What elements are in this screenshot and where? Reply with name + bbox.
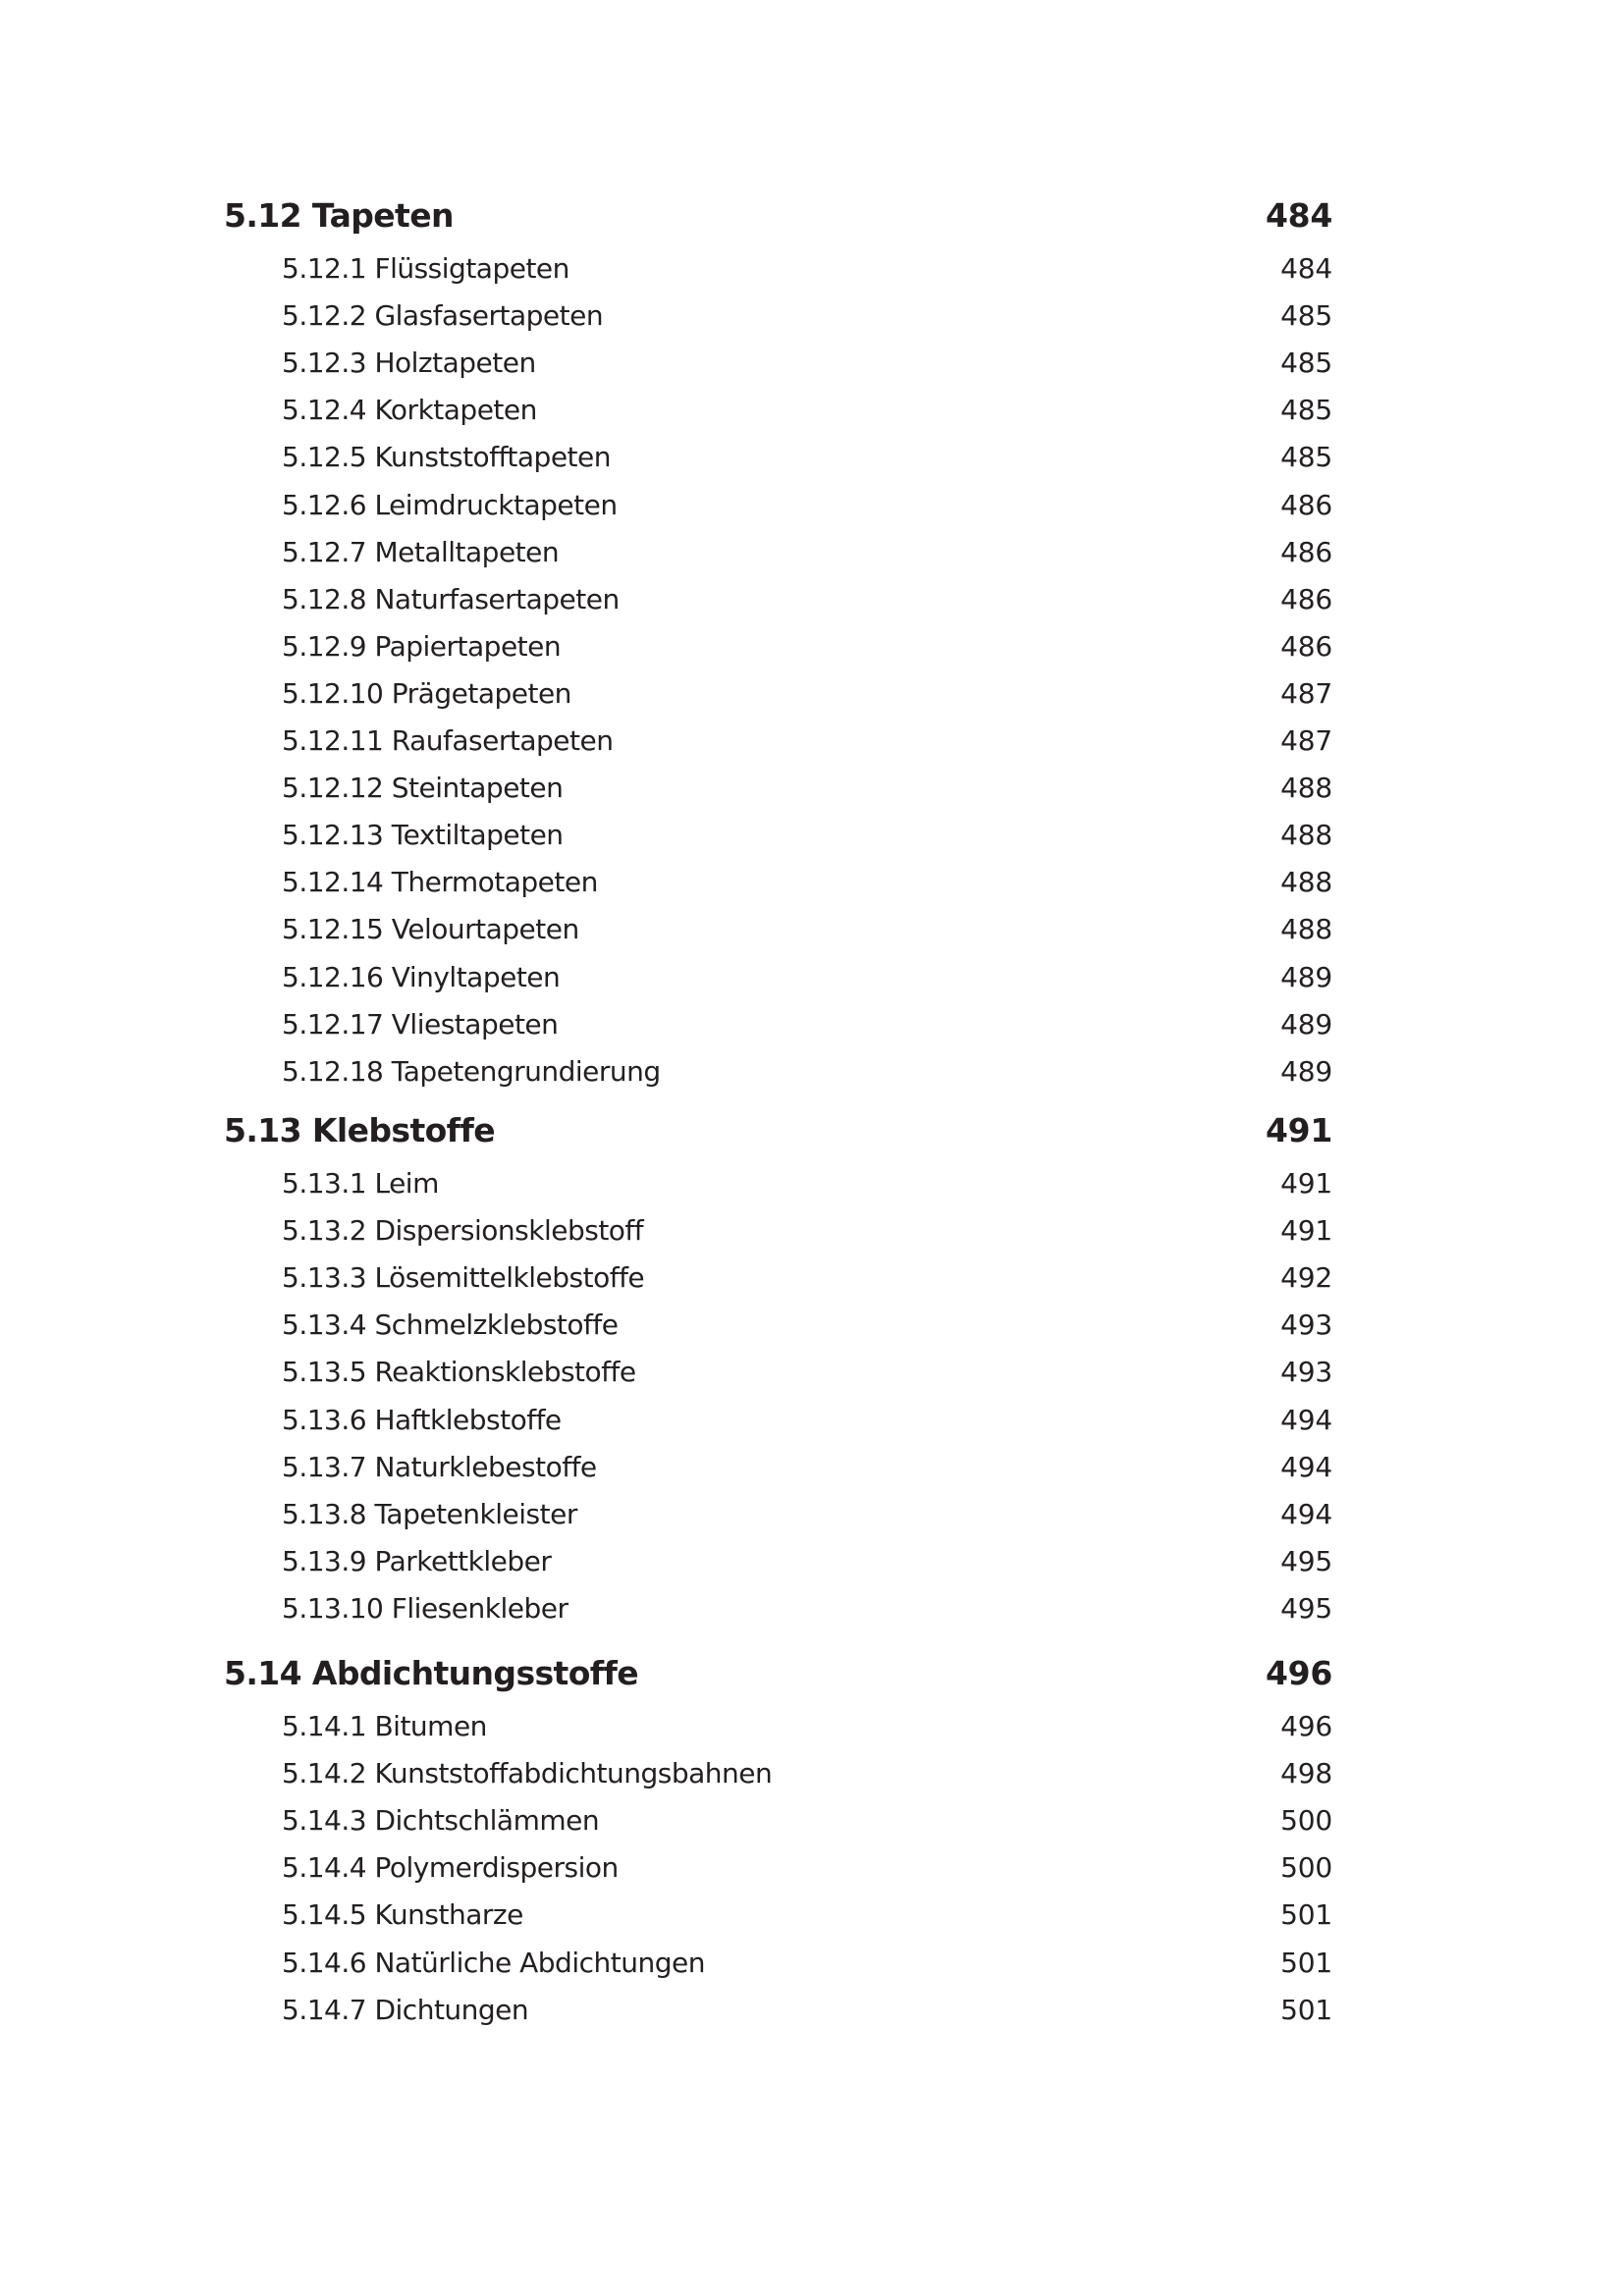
toc-entry[interactable] xyxy=(0,1740,1624,1788)
entry-page-number: 484 xyxy=(1280,252,1332,285)
entry-page-number: 489 xyxy=(1280,960,1332,993)
entry-title: 5.13.6 Haftklebstoffe xyxy=(282,1403,562,1436)
entry-page-number: 492 xyxy=(1280,1261,1332,1295)
toc-entry[interactable] xyxy=(0,1835,1624,1885)
entry-page-number: 489 xyxy=(1280,1007,1332,1041)
entry-title: 5.12.10 Prägetapeten xyxy=(282,676,571,710)
entry-title: 5.13.3 Lösemittelklebstoffe xyxy=(282,1261,645,1295)
entry-page-number: 500 xyxy=(1280,1851,1332,1885)
section-title: 5.13 Klebstoffe xyxy=(224,1111,495,1149)
section-page-number: 491 xyxy=(1266,1111,1332,1149)
toc-entry[interactable] xyxy=(0,755,1624,805)
section-page-number: 484 xyxy=(1266,196,1332,235)
entry-page-number: 485 xyxy=(1280,299,1332,333)
toc-section-heading[interactable] xyxy=(0,1642,1624,1692)
entry-page-number: 491 xyxy=(1280,1214,1332,1248)
entry-title: 5.13.8 Tapetenkleister xyxy=(282,1497,577,1530)
entry-title: 5.12.9 Papiertapeten xyxy=(282,629,562,663)
entry-title: 5.12.13 Textiltapeten xyxy=(282,819,564,852)
entry-title: 5.14.6 Natürliche Abdichtungen xyxy=(282,1946,705,1979)
entry-title: 5.13.10 Fliesenkleber xyxy=(282,1591,568,1625)
entry-page-number: 491 xyxy=(1280,1167,1332,1200)
toc-entry[interactable] xyxy=(0,1528,1624,1575)
toc-entry[interactable] xyxy=(0,1339,1624,1389)
toc-entry[interactable] xyxy=(0,1930,1624,1977)
entry-title: 5.12.11 Raufasertapeten xyxy=(282,724,614,757)
entry-page-number: 488 xyxy=(1280,913,1332,946)
entry-title: 5.12.2 Glasfasertapeten xyxy=(282,299,604,333)
entry-title: 5.12.1 Flüssigtapeten xyxy=(282,252,569,285)
entry-title: 5.12.14 Thermotapeten xyxy=(282,866,598,899)
entry-page-number: 494 xyxy=(1280,1403,1332,1436)
entry-page-number: 486 xyxy=(1280,535,1332,568)
toc-entry[interactable] xyxy=(0,519,1624,566)
toc-section-heading[interactable] xyxy=(0,1099,1624,1147)
entry-page-number: 500 xyxy=(1280,1804,1332,1838)
section-title: 5.12 Tapeten xyxy=(224,196,454,235)
entry-page-number: 501 xyxy=(1280,1993,1332,2026)
entry-page-number: 485 xyxy=(1280,441,1332,474)
entry-page-number: 498 xyxy=(1280,1757,1332,1790)
toc-entry[interactable] xyxy=(0,283,1624,333)
entry-page-number: 488 xyxy=(1280,772,1332,805)
toc-entry[interactable] xyxy=(0,1198,1624,1248)
toc-entry[interactable] xyxy=(0,1292,1624,1342)
entry-title: 5.14.3 Dichtschlämmen xyxy=(282,1804,600,1838)
entry-page-number: 501 xyxy=(1280,1946,1332,1979)
toc-entry[interactable] xyxy=(0,330,1624,380)
entry-title: 5.13.4 Schmelzklebstoffe xyxy=(282,1308,619,1342)
entry-page-number: 493 xyxy=(1280,1308,1332,1342)
entry-title: 5.12.5 Kunststofftapeten xyxy=(282,441,611,474)
entry-title: 5.12.17 Vliestapeten xyxy=(282,1007,559,1041)
toc-entry[interactable] xyxy=(0,944,1624,991)
entry-page-number: 496 xyxy=(1280,1710,1332,1742)
entry-page-number: 495 xyxy=(1280,1544,1332,1577)
entry-page-number: 493 xyxy=(1280,1356,1332,1389)
entry-page-number: 485 xyxy=(1280,347,1332,380)
entry-page-number: 487 xyxy=(1280,724,1332,757)
entry-title: 5.12.8 Naturfasertapeten xyxy=(282,582,620,615)
toc-entry[interactable] xyxy=(0,802,1624,852)
entry-title: 5.14.1 Bitumen xyxy=(282,1710,487,1742)
toc-entry[interactable] xyxy=(0,708,1624,755)
entry-title: 5.13.5 Reaktionsklebstoffe xyxy=(282,1356,636,1389)
entry-title: 5.14.4 Polymerdispersion xyxy=(282,1851,619,1885)
entry-page-number: 494 xyxy=(1280,1497,1332,1530)
toc-entry[interactable] xyxy=(0,1693,1624,1740)
entry-title: 5.12.4 Korktapeten xyxy=(282,394,537,427)
toc-section-heading[interactable] xyxy=(0,185,1624,235)
entry-title: 5.12.15 Velourtapeten xyxy=(282,913,579,946)
entry-title: 5.12.7 Metalltapeten xyxy=(282,535,560,568)
entry-title: 5.13.2 Dispersionsklebstoff xyxy=(282,1214,644,1248)
entry-page-number: 495 xyxy=(1280,1591,1332,1625)
entry-page-number: 494 xyxy=(1280,1450,1332,1483)
toc-entry[interactable] xyxy=(0,1882,1624,1932)
section-page-number: 496 xyxy=(1266,1654,1332,1692)
entry-title: 5.14.2 Kunststoffabdichtungsbahnen xyxy=(282,1757,773,1790)
section-title: 5.14 Abdichtungsstoffe xyxy=(224,1654,639,1692)
entry-title: 5.13.1 Leim xyxy=(282,1167,439,1200)
toc-entry[interactable] xyxy=(0,377,1624,427)
toc-entry[interactable] xyxy=(0,1575,1624,1623)
entry-page-number: 485 xyxy=(1280,394,1332,427)
toc-entry[interactable] xyxy=(0,1245,1624,1295)
toc-entry[interactable] xyxy=(0,1481,1624,1528)
toc-entry[interactable] xyxy=(0,566,1624,614)
toc-entry[interactable] xyxy=(0,991,1624,1039)
entry-title: 5.13.7 Naturklebestoffe xyxy=(282,1450,597,1483)
toc-entry[interactable] xyxy=(0,1039,1624,1086)
entry-page-number: 486 xyxy=(1280,488,1332,521)
entry-page-number: 486 xyxy=(1280,629,1332,663)
entry-title: 5.13.9 Parkettkleber xyxy=(282,1544,552,1577)
entry-page-number: 489 xyxy=(1280,1054,1332,1088)
toc-entry[interactable] xyxy=(0,1150,1624,1198)
entry-title: 5.12.18 Tapetengrundierung xyxy=(282,1054,661,1088)
entry-page-number: 488 xyxy=(1280,819,1332,852)
toc-entry[interactable] xyxy=(0,1387,1624,1434)
entry-title: 5.14.7 Dichtungen xyxy=(282,1993,529,2026)
toc-entry[interactable] xyxy=(0,1788,1624,1838)
entry-page-number: 486 xyxy=(1280,582,1332,615)
toc-entry[interactable] xyxy=(0,849,1624,899)
entry-title: 5.12.6 Leimdrucktapeten xyxy=(282,488,618,521)
entry-title: 5.12.3 Holztapeten xyxy=(282,347,536,380)
toc-entry[interactable] xyxy=(0,896,1624,946)
toc-entry[interactable] xyxy=(0,236,1624,283)
toc-entry[interactable] xyxy=(0,661,1624,708)
entry-page-number: 501 xyxy=(1280,1898,1332,1932)
entry-title: 5.14.5 Kunstharze xyxy=(282,1898,523,1932)
entry-page-number: 488 xyxy=(1280,866,1332,899)
entry-page-number: 487 xyxy=(1280,676,1332,710)
entry-title: 5.12.12 Steintapeten xyxy=(282,772,564,805)
toc-entry[interactable] xyxy=(0,472,1624,519)
toc-entry[interactable] xyxy=(0,1977,1624,2024)
toc-entry[interactable] xyxy=(0,614,1624,661)
toc-entry[interactable] xyxy=(0,1434,1624,1481)
toc-entry[interactable] xyxy=(0,424,1624,474)
entry-title: 5.12.16 Vinyltapeten xyxy=(282,960,561,993)
